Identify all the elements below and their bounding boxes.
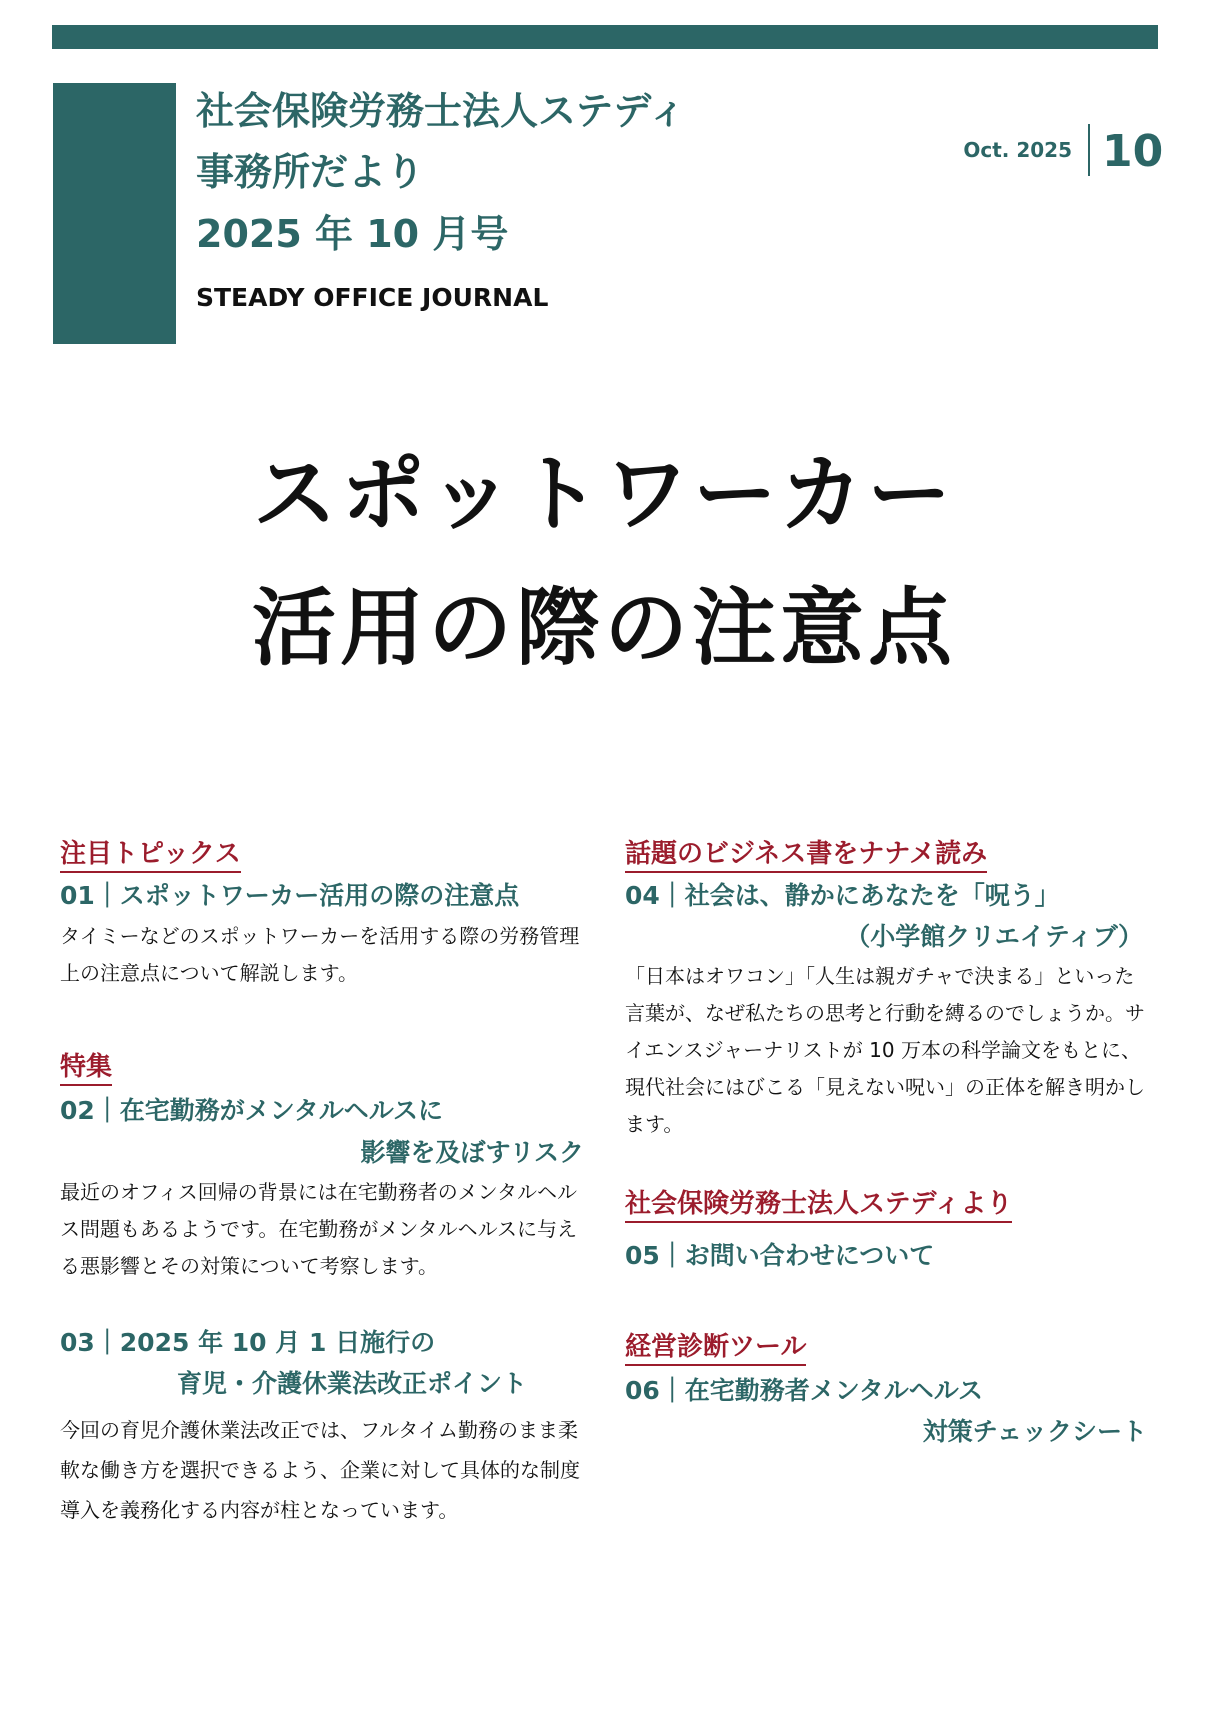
header-side-block bbox=[53, 83, 176, 344]
article-04-title-line2[interactable]: （小学館クリエイティブ） bbox=[845, 922, 1143, 951]
article-02-title-line2[interactable]: 影響を及ぼすリスク bbox=[360, 1138, 584, 1167]
article-06-title-line2[interactable]: 対策チェックシート bbox=[922, 1417, 1147, 1446]
article-05-title[interactable]: 05｜お問い合わせについて bbox=[625, 1241, 935, 1270]
article-03-body: 今回の育児介護休業法改正では、フルタイム勤務のまま柔軟な働き方を選択できるよう、企業に対して具体的な制度導入を義務化する内容が柱となっています。 bbox=[60, 1418, 580, 1522]
header-title-line1: 社会保険労務士法人ステディ bbox=[196, 89, 687, 133]
header-title-line3: 2025 年 10 月号 bbox=[196, 212, 509, 256]
issue-date: Oct. 2025 bbox=[963, 138, 1072, 162]
main-title-line2: 活用の際の注意点 bbox=[251, 579, 956, 677]
article-01-body: タイミーなどのスポットワーカーを活用する際の労務管理上の注意点について解説します。 bbox=[60, 924, 580, 985]
article-03-title-line1[interactable]: 03｜2025 年 10 月 1 日施行の bbox=[60, 1328, 436, 1357]
main-title-line1: スポットワーカー bbox=[252, 445, 956, 543]
article-04-title-line1[interactable]: 04｜社会は、静かにあなたを「呪う」 bbox=[625, 881, 1060, 910]
article-04-body: 「日本はオワコン」「人生は親ガチャで決まる」といった言葉が、なぜ私たちの思考と行動を縛るのでしょうか。サイエンスジャーナリストが 10 万本の科学論文をもとに、現代社会にはびこる「見えない呪い」の正体を解き明かします。 bbox=[625, 964, 1145, 1136]
issue-separator bbox=[1088, 124, 1090, 176]
section-heading-special-feature: 特集 bbox=[60, 1053, 112, 1086]
article-02-title-line1[interactable]: 02｜在宅勤務がメンタルヘルスに bbox=[60, 1096, 444, 1125]
header-title-line2: 事務所だより bbox=[196, 150, 425, 194]
section-heading-business-books: 話題のビジネス書をナナメ読み bbox=[625, 840, 987, 873]
top-accent-bar bbox=[52, 25, 1158, 49]
journal-name: STEADY OFFICE JOURNAL bbox=[196, 283, 549, 312]
section-heading-from-steady: 社会保険労務士法人ステディより bbox=[625, 1190, 1012, 1223]
article-02-body: 最近のオフィス回帰の背景には在宅勤務者のメンタルヘルス問題もあるようです。在宅勤務がメンタルヘルスに与える悪影響とその対策について考察します。 bbox=[60, 1180, 577, 1278]
article-03-title-line2[interactable]: 育児・介護休業法改正ポイント bbox=[177, 1369, 528, 1398]
issue-number: 10 bbox=[1102, 126, 1164, 177]
section-heading-diagnostic-tool: 経営診断ツール bbox=[625, 1333, 806, 1366]
article-06-title-line1[interactable]: 06｜在宅勤務者メンタルヘルス bbox=[625, 1376, 984, 1405]
article-01-title[interactable]: 01｜スポットワーカー活用の際の注意点 bbox=[60, 881, 520, 910]
section-heading-featured-topics: 注目トピックス bbox=[60, 840, 241, 873]
